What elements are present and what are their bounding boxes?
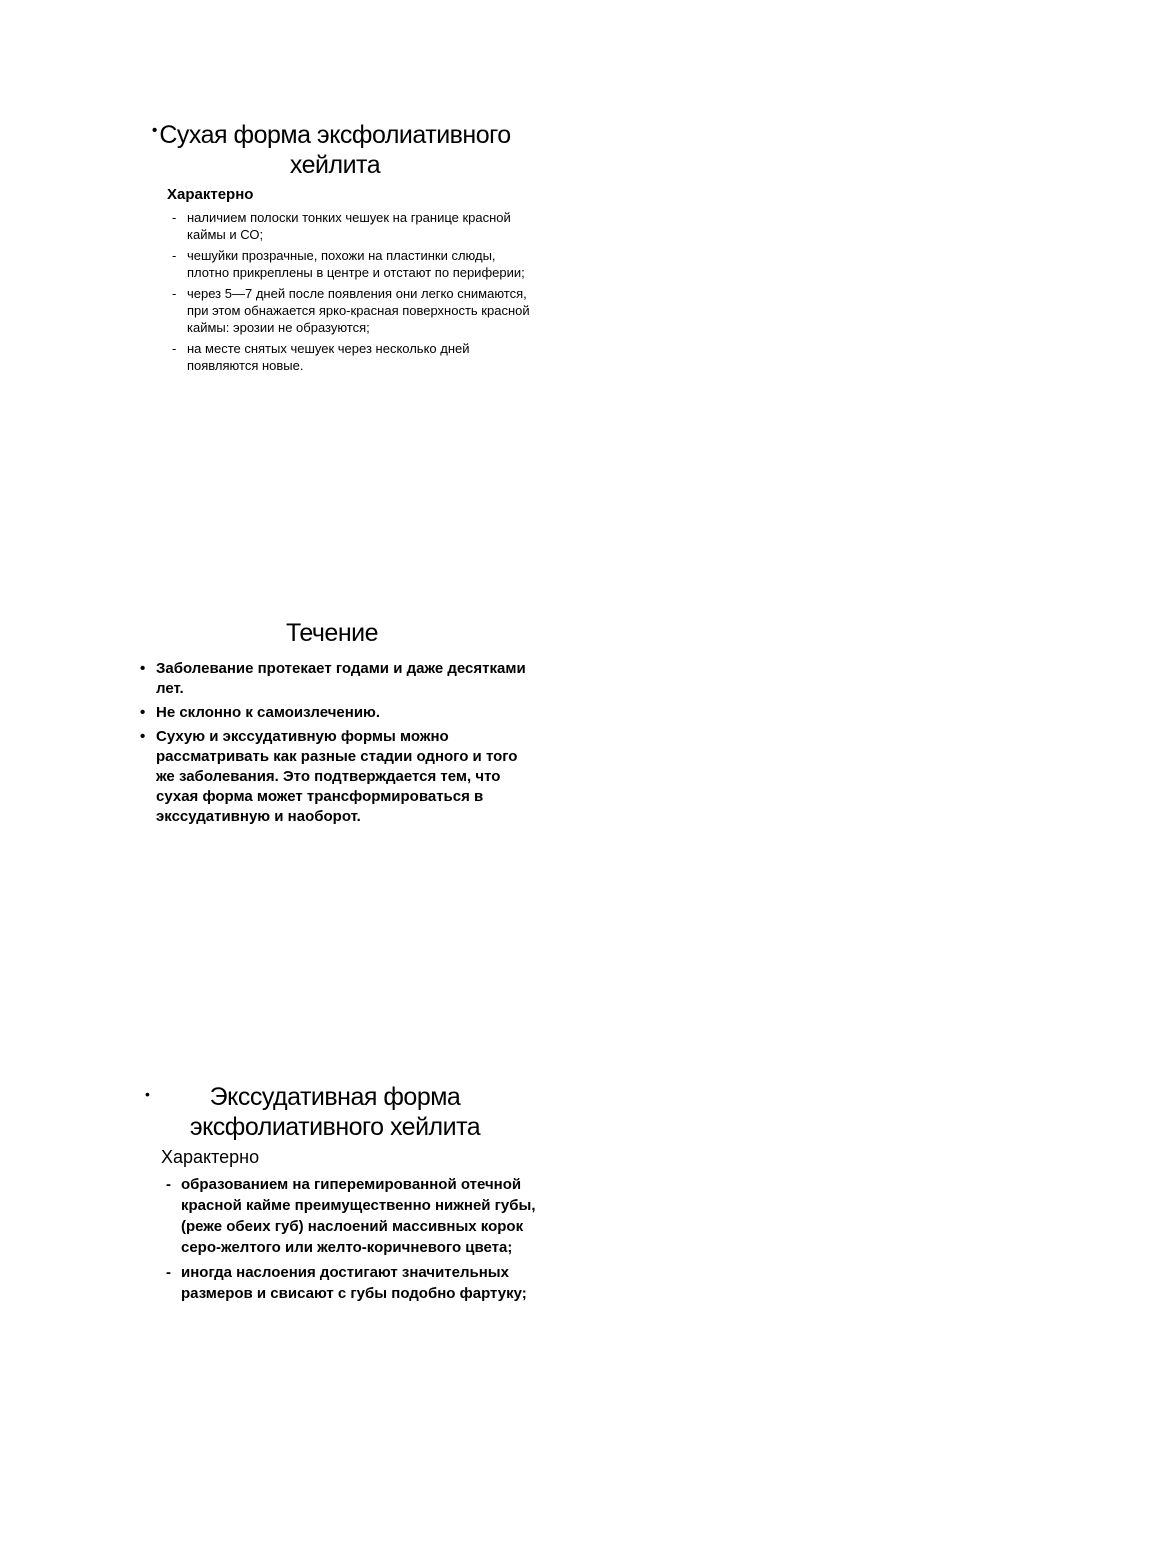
dash-icon: - (172, 341, 177, 356)
list-item (145, 247, 535, 281)
list-item (137, 659, 537, 699)
list-item (143, 1262, 543, 1304)
list-item (137, 703, 537, 723)
list-item-text: иногда наслоения достигают значительных размеров и свисают с губы подобно фартуку; (181, 1264, 527, 1302)
slide-exudative-form (143, 1082, 543, 1308)
bullet-dot-icon: • (152, 122, 158, 139)
list-item-text: образованием на гиперемированной отечной красной кайме преимущественно нижней губы, (реже обеих губ) наслоений массивных корок серо-желтого или желто-коричневого цвета; (181, 1176, 536, 1256)
bullet-dot-icon: • (140, 704, 146, 721)
dash-icon: - (172, 248, 177, 263)
bullet-dot-icon: • (140, 660, 146, 677)
slide-course (137, 617, 537, 831)
sub-list (143, 1174, 543, 1304)
list-item (137, 727, 537, 827)
list-item-text: наличием полоски тонких чешуек на границе красной каймы и СО; (187, 210, 511, 242)
slide-title: Сухая форма эксфолиативного хейлита (159, 121, 511, 179)
dash-icon: - (166, 1264, 171, 1281)
list-item-text: чешуйки прозрачные, похожи на пластинки слюды, плотно прикреплены в центре и отстают по периферии; (187, 248, 525, 280)
bullet-dot-icon: • (140, 728, 146, 745)
list-item-text: на месте снятых чешуек через несколько дней появляются новые. (187, 341, 470, 373)
list-item (145, 285, 535, 336)
bullet-label: Характерно (167, 186, 254, 203)
list-item-text: Заболевание протекает годами и даже десятками лет. (156, 660, 526, 697)
list-item-text: Сухую и экссудативную формы можно рассматривать как разные стадии одного и того же заболевания. Это подтверждается тем, что сухая форма может трансформироваться в экссудативную и наоборот. (156, 728, 518, 825)
dash-icon: - (172, 210, 177, 225)
list-item (145, 209, 535, 243)
dash-icon: - (172, 286, 177, 301)
dash-icon: - (166, 1176, 171, 1193)
slide-title: Экссудативная форма эксфолиативного хейлита (189, 1083, 481, 1141)
bullet-label: Характерно (161, 1147, 260, 1167)
list-item (143, 1174, 543, 1258)
slide-dry-form (145, 120, 535, 378)
list-item-text: Не склонно к самоизлечению. (156, 704, 381, 721)
list-item-text: через 5—7 дней после появления они легко снимаются, при этом обнажается ярко-красная поверхность красной каймы: эрозии не образуются; (187, 286, 530, 335)
sub-list (145, 209, 535, 374)
bullet-dot-icon: • (145, 1086, 150, 1102)
slide-title: Течение (285, 619, 379, 647)
bullet-list (137, 659, 537, 827)
list-item (145, 340, 535, 374)
